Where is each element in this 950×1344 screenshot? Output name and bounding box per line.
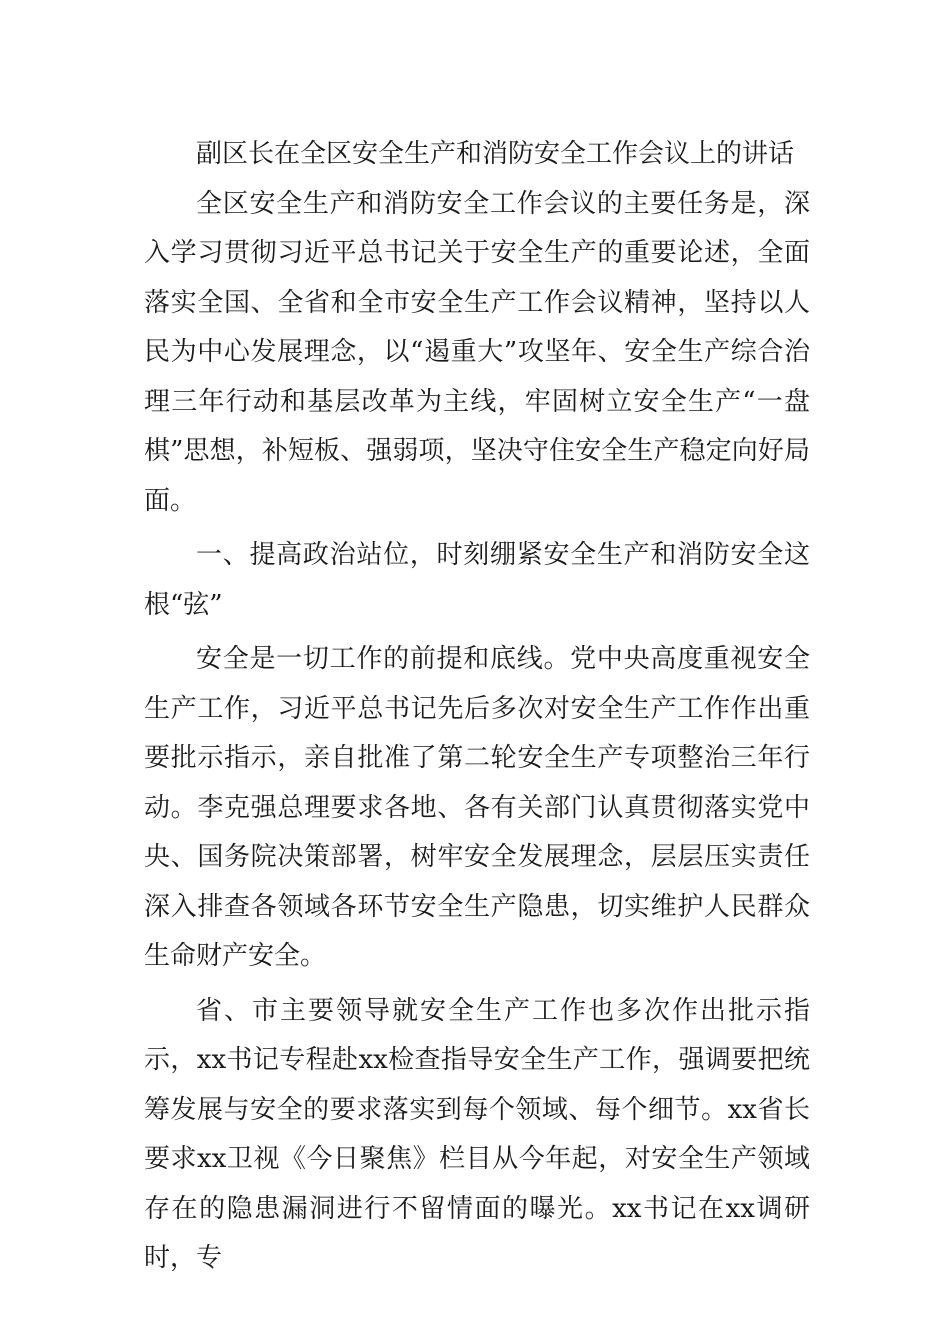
paragraph-provincial-leaders: 省、市主要领导就安全生产工作也多次作出批示指示，xx书记专程赴xx检查指导安全生产工作，强调要把统筹发展与安全的要求落实到每个领域、每个细节。xx省长要求xx卫视《今日聚焦》栏目从今年起，对安全生产领域存在的隐患漏洞进行不留情面的曝光。xx书记在xx调研时，专 <box>144 995 810 1273</box>
section-heading-1: 一、提高政治站位，时刻绷紧安全生产和消防安全这根“弦” <box>144 540 810 620</box>
document-body <box>144 130 810 1284</box>
document-title: 副区长在全区安全生产和消防安全工作会议上的讲话 <box>196 139 795 169</box>
paragraph-intro: 全区安全生产和消防安全工作会议的主要任务是，深入学习贯彻习近平总书记关于安全生产的重要论述，全面落实全国、全省和全市安全生产工作会议精神，坚持以人民为中心发展理念，以“遏重大”攻坚年、安全生产综合治理三年行动和基层改革为主线，牢固树立安全生产“一盘棋”思想，补短板、强弱项，坚决守住安全生产稳定向好局面。 <box>144 188 810 516</box>
paragraph-safety-premise: 安全是一切工作的前提和底线。党中央高度重视安全生产工作，习近平总书记先后多次对安全生产工作作出重要批示指示，亲自批准了第二轮安全生产专项整治三年行动。李克强总理要求各地、各有关部门认真贯彻落实党中央、国务院决策部署，树牢安全发展理念，层层压实责任深入排查各领域各环节安全生产隐患，切实维护人民群众生命财产安全。 <box>144 644 810 971</box>
